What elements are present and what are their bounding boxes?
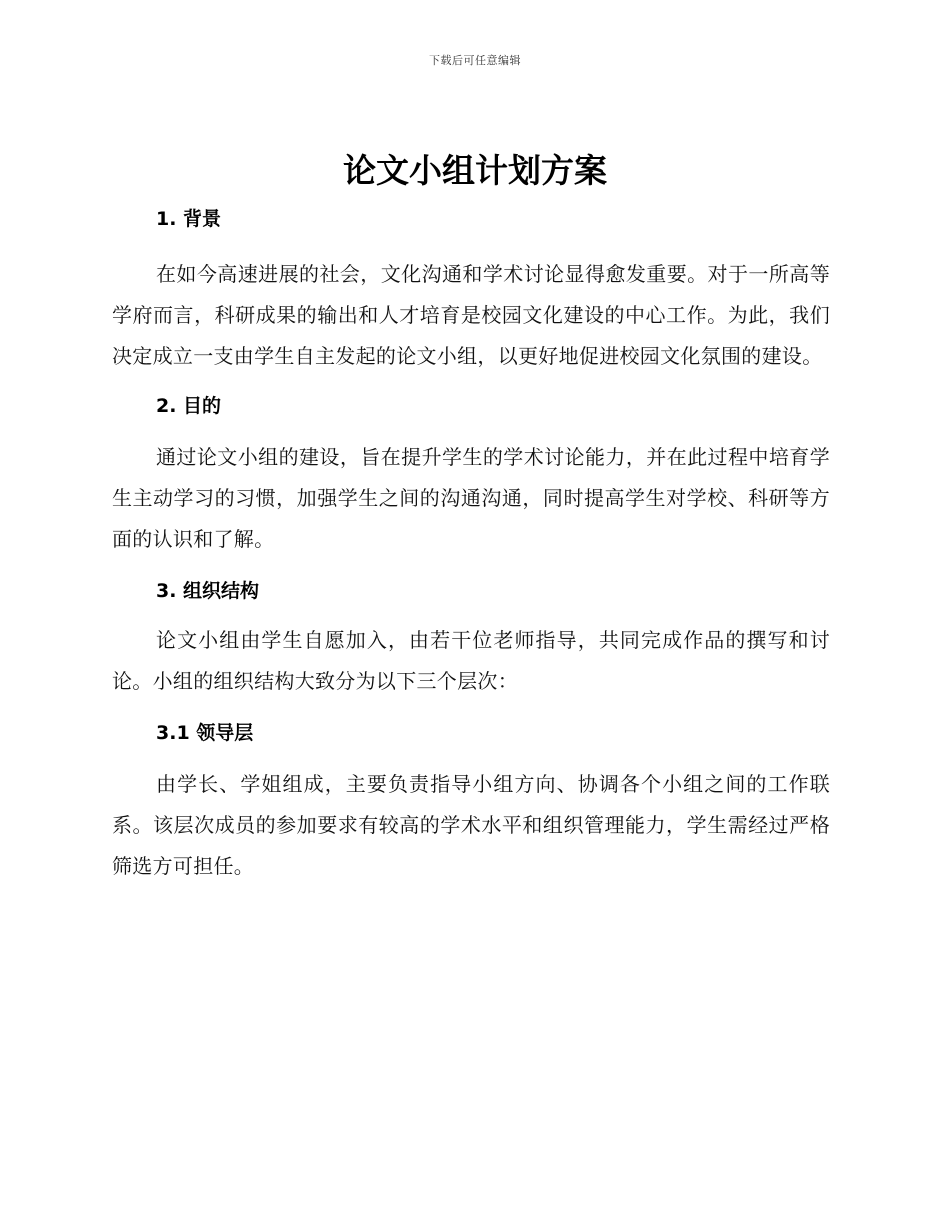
section-heading-leadership: 3.1 领导层 <box>156 722 254 744</box>
document-title: 论文小组计划方案 <box>343 151 607 190</box>
section-heading-purpose: 2. 目的 <box>156 395 222 417</box>
section-paragraph-background: 在如今高速进展的社会，文化沟通和学术讨论显得愈发重要。对于一所高等学府而言，科研成果的输出和人才培育是校园文化建设的中心工作。为此，我们决定成立一支由学生自主发起的论文小组，以更好地促进校园文化氛围的建设。 <box>112 262 830 368</box>
section-paragraph-purpose: 通过论文小组的建设，旨在提升学生的学术讨论能力，并在此过程中培育学生主动学习的习惯，加强学生之间的沟通沟通，同时提高学生对学校、科研等方面的认识和了解。 <box>112 445 830 551</box>
section-heading-structure: 3. 组织结构 <box>156 580 260 602</box>
section-paragraph-structure: 论文小组由学生自愿加入，由若干位老师指导，共同完成作品的撰写和讨论。小组的组织结构大致分为以下三个层次： <box>112 628 830 693</box>
section-heading-background: 1. 背景 <box>156 208 222 230</box>
header-note: 下载后可任意编辑 <box>429 54 521 67</box>
section-paragraph-leadership: 由学长、学姐组成，主要负责指导小组方向、协调各个小组之间的工作联系。该层次成员的参加要求有较高的学术水平和组织管理能力，学生需经过严格筛选方可担任。 <box>112 772 830 878</box>
document-body <box>112 200 830 887</box>
